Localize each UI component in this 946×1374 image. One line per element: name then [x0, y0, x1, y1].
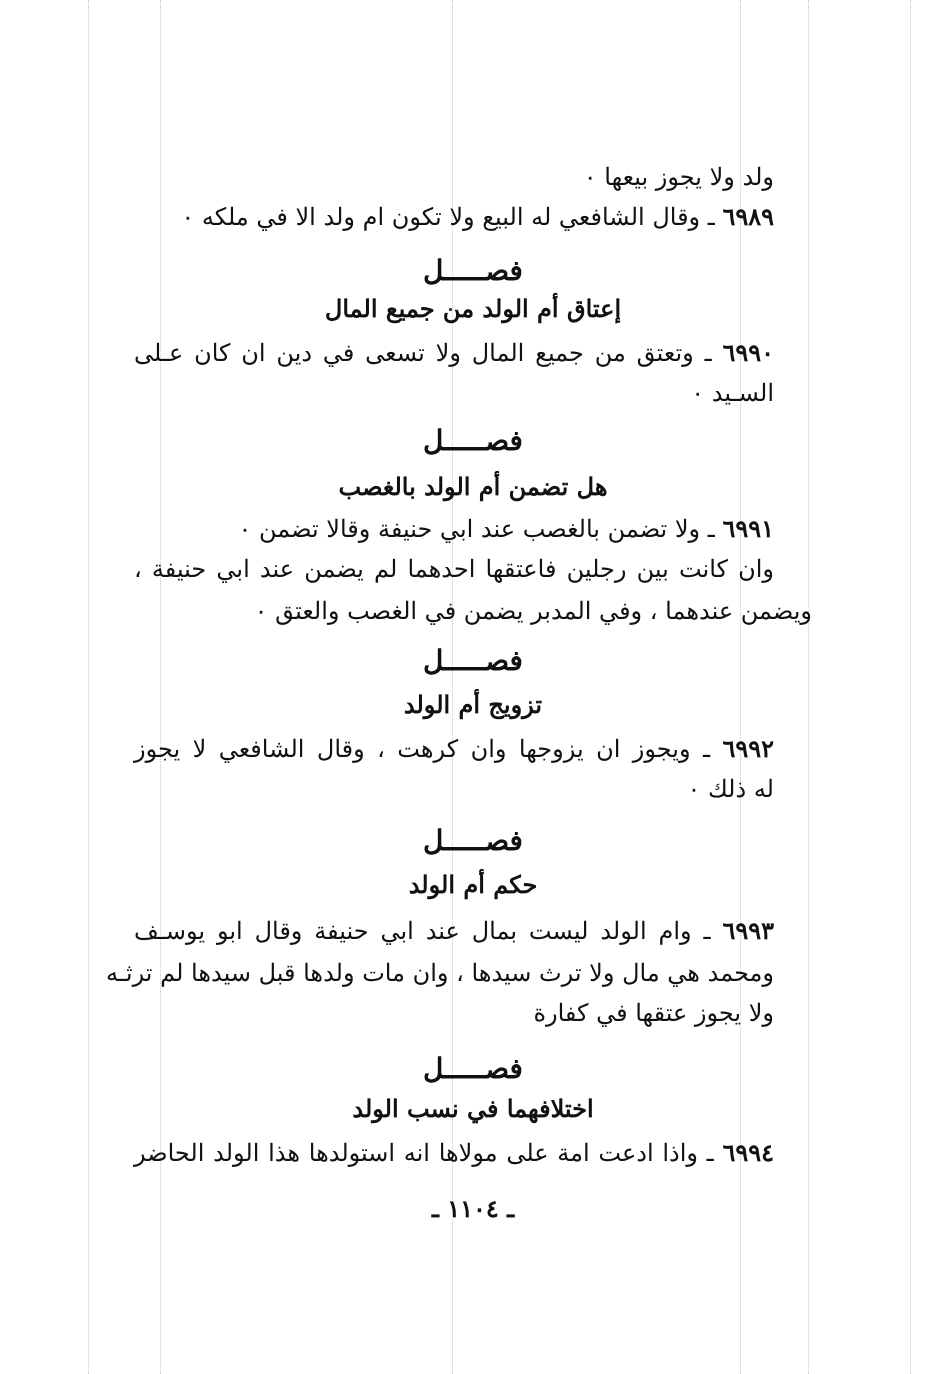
paragraph-line: ومحمد هي مال ولا ترث سيدها ، وان مات ولدها قبل سيدها لم ترثـه: [105, 959, 774, 987]
paragraph-number: ٦٩٩٤: [722, 1138, 774, 1167]
paragraph-number: ٦٩٨٩: [722, 202, 774, 231]
paragraph-number: ٦٩٩٣: [722, 916, 774, 945]
section-title: حكم أم الولد: [408, 870, 538, 899]
page-number: ـ ١١٠٤ ـ: [431, 1194, 515, 1223]
paragraph-line: السـيد ٠: [691, 379, 774, 407]
section-title: إعتاق أم الولد من جميع المال: [324, 294, 622, 323]
paragraph-line: له ذلك ٠: [687, 775, 774, 803]
section-title: هل تضمن أم الولد بالغصب: [338, 472, 608, 501]
line-text: ـ وام الولد ليست بمال عند ابي حنيفة وقال ابو يوسـف: [134, 917, 711, 945]
section-title: اختلافهما في نسب الولد: [352, 1094, 594, 1123]
paragraph-line: ويضمن عندهما ، وفي المدبر يضمن في الغصب والعتق ٠: [254, 597, 812, 625]
line-text: ـ واذا ادعت امة على مولاها انه استولدها هذا الولد الحاضر: [134, 1139, 714, 1167]
line-text: ولد ولا يجوز بيعها ٠: [583, 163, 774, 191]
section-title: تزويج أم الولد: [403, 690, 543, 719]
paragraph-line: [239, 512, 775, 546]
line-text: ـ وتعتق من جميع المال ولا تسعى في دين ان كان عـلى: [134, 339, 712, 367]
section-heading: فصـــــل: [423, 644, 523, 677]
line-text: ـ ولا تضمن بالغصب عند ابي حنيفة وقالا تضمن ٠: [238, 515, 715, 543]
section-heading: فصـــــل: [423, 424, 523, 457]
scan-guide-line: [808, 0, 809, 1374]
paragraph-line: وان كانت بين رجلين فاعتقها احدهما لم يضمن عند ابي حنيفة ،: [134, 555, 774, 583]
paragraph-line: [134, 732, 774, 766]
text-line: [584, 160, 774, 194]
section-heading: فصـــــل: [423, 1052, 523, 1085]
scan-guide-line: [88, 0, 89, 1374]
paragraph-line: [134, 914, 774, 948]
paragraph-line: ولا يجوز عتقها في كفارة: [533, 999, 774, 1027]
paragraph-number: ٦٩٩١: [722, 514, 774, 543]
text-line: [181, 200, 774, 234]
paragraph-number: ٦٩٩٠: [722, 338, 774, 367]
section-heading: فصـــــل: [423, 254, 523, 287]
section-heading: فصـــــل: [423, 824, 523, 857]
paragraph-line: [134, 1136, 774, 1170]
line-text: ـ ويجوز ان يزوجها وان كرهت ، وقال الشافعي لا يجوز: [134, 735, 710, 763]
scan-guide-line: [910, 0, 911, 1374]
line-text: ـ وقال الشافعي له البيع ولا تكون ام ولد الا في ملكه ٠: [181, 203, 715, 231]
paragraph-number: ٦٩٩٢: [722, 734, 774, 763]
paragraph-line: [134, 336, 774, 370]
